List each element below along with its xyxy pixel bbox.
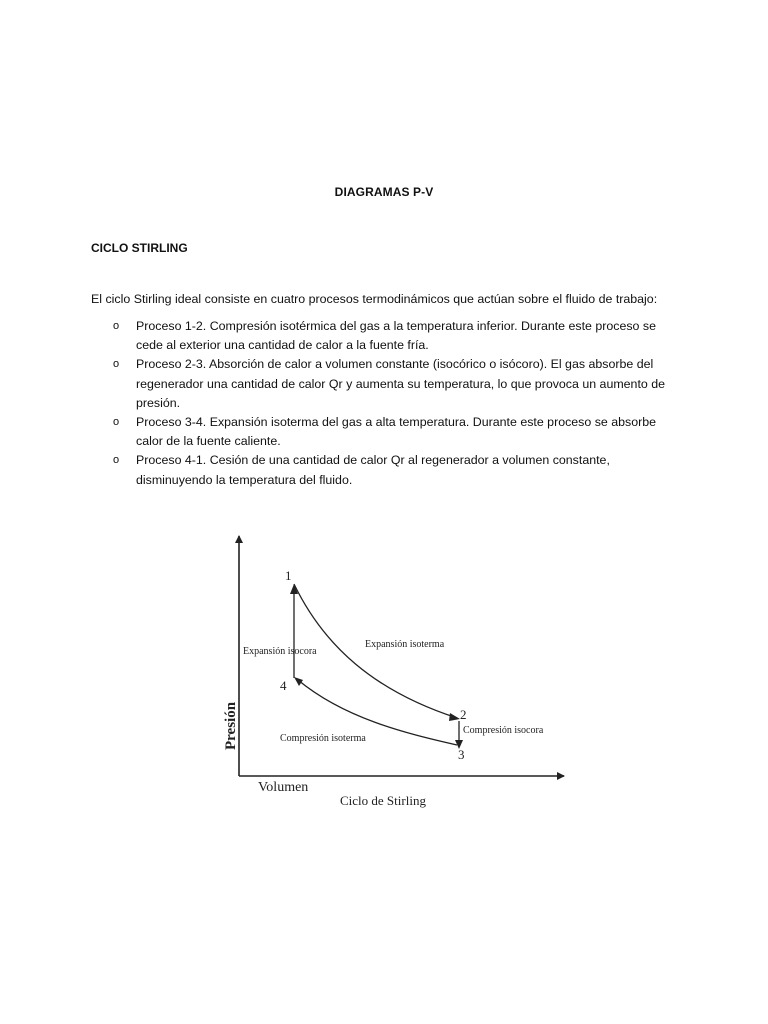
process-text: Proceso 3-4. Expansión isoterma del gas a alta temperatura. Durante este proceso se absorbe calor de la fuente caliente.	[136, 415, 657, 449]
list-item	[0, 451, 676, 489]
y-axis-label: Presión	[223, 701, 239, 750]
curve-1-2	[294, 584, 457, 718]
diagram-caption: Ciclo de Stirling	[340, 793, 426, 808]
section-heading: CICLO STIRLING	[91, 241, 188, 255]
process-text: Proceso 4-1. Cesión de una cantidad de calor Qr al regenerador a volumen constante, disminuyendo la temperatura del fluido.	[136, 453, 610, 487]
intro-paragraph: El ciclo Stirling ideal consiste en cuatro procesos termodinámicos que actúan sobre el fluido de trabajo:	[91, 292, 658, 306]
arrow-head-2	[449, 713, 460, 721]
page-title: DIAGRAMAS P-V	[334, 185, 434, 199]
list-item	[0, 317, 676, 355]
process-text: Proceso 1-2. Compresión isotérmica del gas a la temperatura inferior. Durante este proceso se cede al exterior una cantidad de calor a la fuente fría.	[136, 319, 656, 353]
bullet-marker: o	[113, 358, 120, 371]
process-list	[0, 317, 768, 490]
stirling-pv-diagram	[214, 528, 574, 818]
bullet-marker: o	[113, 416, 120, 429]
label-expansion-isoterma: Expansión isoterma	[365, 639, 445, 650]
label-compresion-isocora: Compresión isocora	[463, 725, 544, 736]
label-compresion-isoterma: Compresión isoterma	[280, 733, 366, 744]
process-text: Proceso 2-3. Absorción de calor a volumen constante (isocórico o isócoro). El gas absorbe del regenerador una cantidad de calor Qr y aumenta su temperatura, lo que provoca un aumento de presión.	[136, 357, 665, 410]
arrow-head-4	[294, 677, 303, 686]
point-label-3: 3	[458, 747, 465, 762]
list-item	[0, 355, 676, 413]
point-label-4: 4	[280, 678, 287, 693]
bullet-marker: o	[113, 454, 120, 467]
label-expansion-isocora: Expansión isocora	[243, 646, 317, 657]
x-axis-label: Volumen	[258, 780, 309, 795]
point-label-2: 2	[460, 707, 467, 722]
list-item	[0, 413, 676, 451]
bullet-marker: o	[113, 320, 120, 332]
point-label-1: 1	[285, 568, 292, 583]
